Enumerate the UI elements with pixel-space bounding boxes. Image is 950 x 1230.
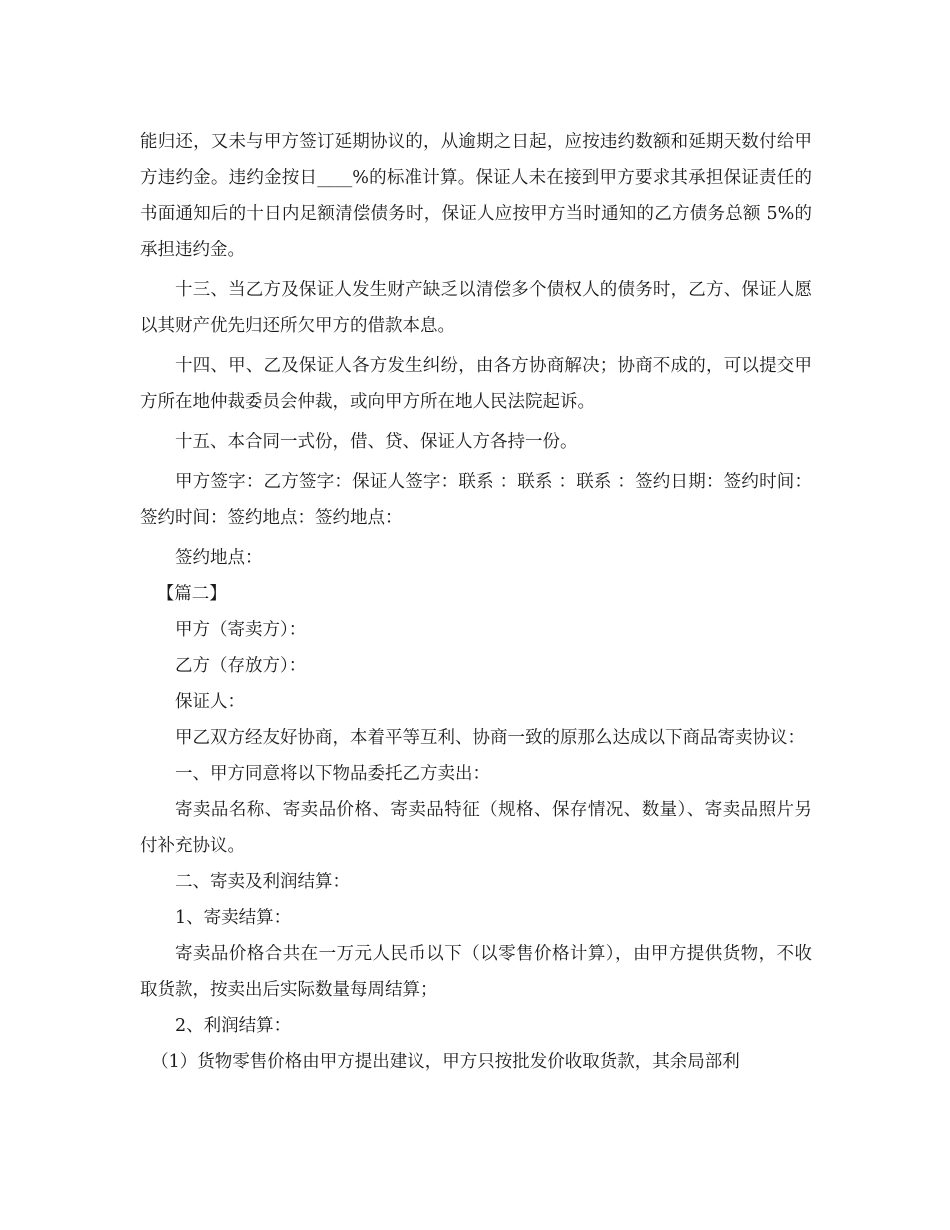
paragraph-item-two: 二、寄卖及利润结算：: [175, 872, 350, 892]
paragraph-party-a: 甲方（寄卖方）：: [175, 620, 307, 640]
paragraph-retail-price: （1）货物零售价格由甲方提出建议，甲方只按批发价收取货款，其余局部利: [140, 1052, 740, 1072]
section-heading-part-two: 【篇二】: [140, 584, 227, 604]
paragraph-settlement-details: 寄卖品价格合共在一万元人民币以下（以零售价格计算），由甲方提供货物，不收取货款，按卖出后实际数量每周结算；: [140, 944, 812, 1000]
paragraph-clause-15: 十五、本合同一式份，借、贷、保证人方各持一份。: [175, 432, 578, 452]
paragraph-penalty-clause: 能归还，又未与甲方签订延期协议的，从逾期之日起，应按违约数额和延期天数付给甲方违约金。违约金按日____%的标准计算。保证人未在接到甲方要求其承担保证责任的书面通知后的十日内足额清偿债务时，保证人应按甲方当时通知的乙方债务总额 5%的承担违约金。: [140, 132, 812, 260]
paragraph-clause-13: 十三、当乙方及保证人发生财产缺乏以清偿多个债权人的债务时，乙方、保证人愿以其财产优先归还所欠甲方的借款本息。: [140, 280, 812, 336]
paragraph-party-b: 乙方（存放方）：: [175, 656, 307, 676]
paragraph-clause-14: 十四、甲、乙及保证人各方发生纠纷，由各方协商解决；协商不成的，可以提交甲方所在地仲裁委员会仲裁，或向甲方所在地人民法院起诉。: [140, 356, 812, 412]
paragraph-consignment-settlement: 1、寄卖结算：: [175, 908, 292, 928]
paragraph-item-one: 一、甲方同意将以下物品委托乙方卖出：: [175, 764, 490, 784]
paragraph-guarantor: 保证人：: [175, 692, 245, 712]
document-body: [140, 124, 812, 1080]
paragraph-signing-place: 签约地点：: [175, 548, 263, 568]
paragraph-profit-settlement: 2、利润结算：: [175, 1016, 292, 1036]
paragraph-signatures: 甲方签字：乙方签字：保证人签字：联系 ：联系 ：联系 ：签约日期：签约时间：签约时间：签约地点：签约地点：: [140, 472, 812, 528]
paragraph-agreement-intro: 甲乙双方经友好协商，本着平等互利、协商一致的原那么达成以下商品寄卖协议：: [175, 728, 805, 748]
paragraph-consignment-items: 寄卖品名称、寄卖品价格、寄卖品特征（规格、保存情况、数量）、寄卖品照片另付补充协议。: [140, 800, 812, 856]
